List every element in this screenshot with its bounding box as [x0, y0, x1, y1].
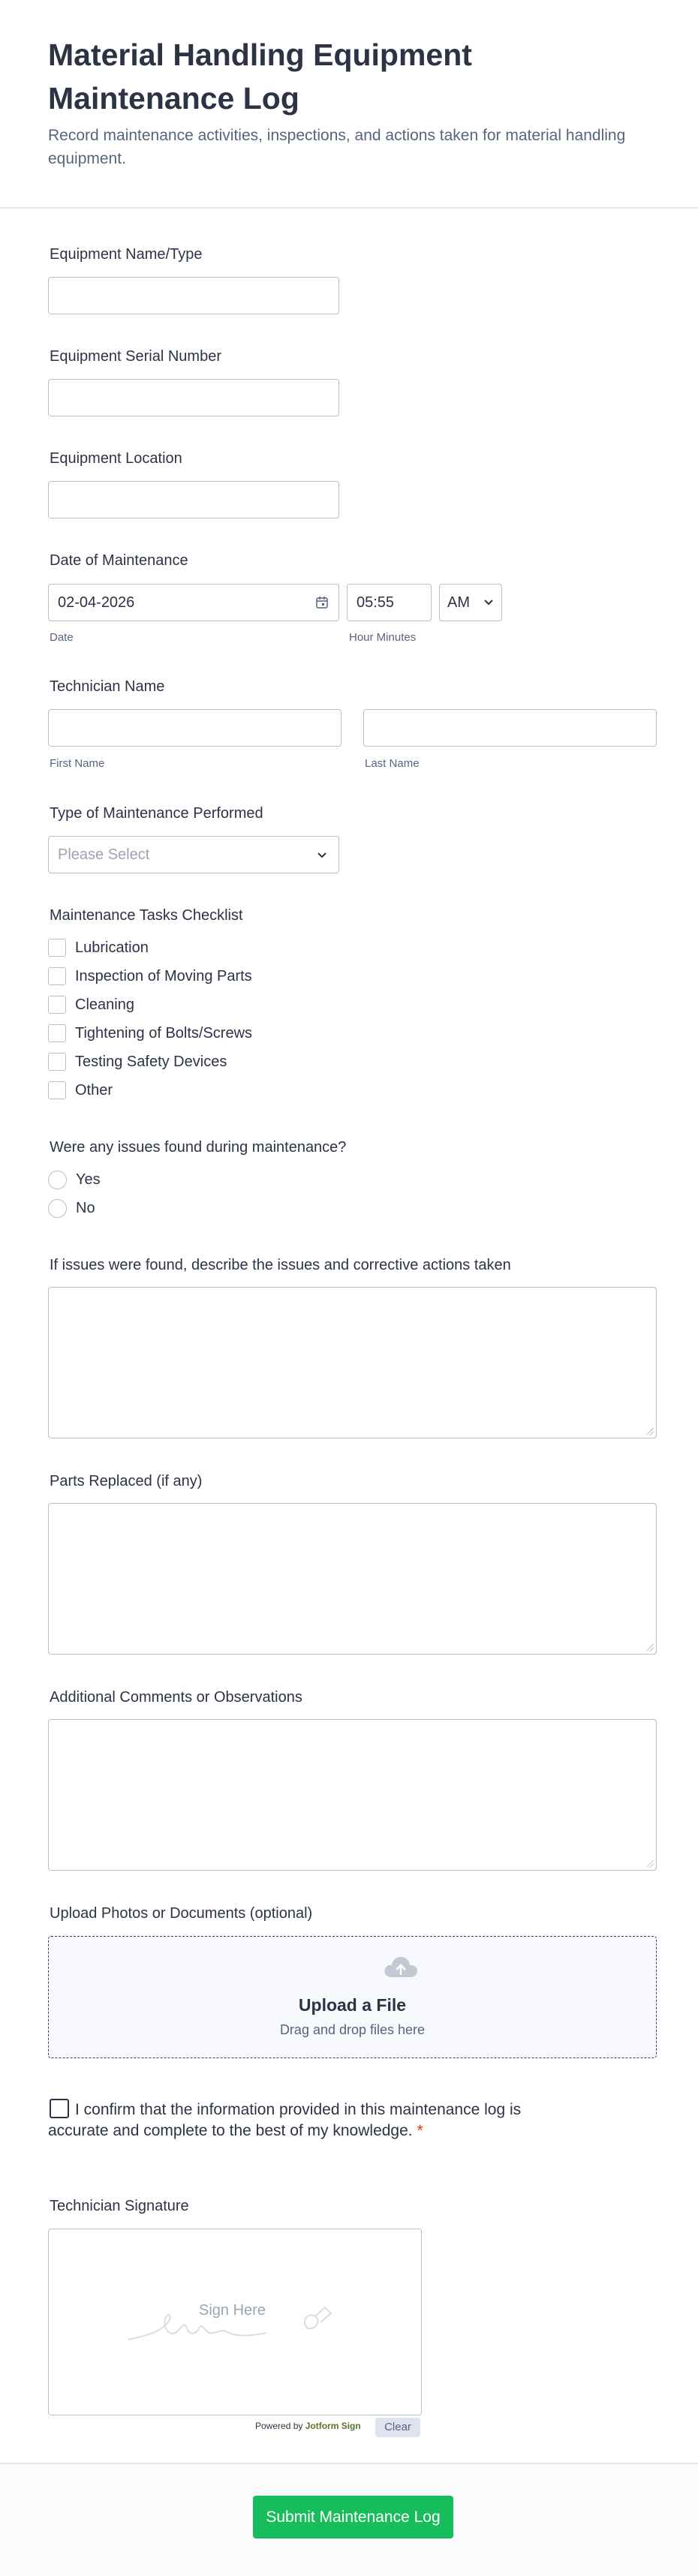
equipment-name-label: Equipment Name/Type: [50, 246, 203, 263]
task-option-safety[interactable]: [48, 1051, 227, 1072]
checkbox[interactable]: [48, 1081, 66, 1099]
time-input[interactable]: 05:55: [347, 584, 432, 621]
date-input[interactable]: [48, 584, 339, 621]
ampm-value: AM: [447, 594, 470, 611]
first-name-input[interactable]: [48, 709, 341, 747]
signature-label: Technician Signature: [50, 2198, 189, 2214]
first-name-sublabel: First Name: [50, 757, 105, 770]
radio[interactable]: [48, 1199, 67, 1218]
upload-title: Upload a File: [298, 1995, 407, 2015]
upload-dropzone[interactable]: [48, 1936, 657, 2058]
tasks-label: Maintenance Tasks Checklist: [50, 907, 243, 924]
serial-number-input[interactable]: [48, 379, 339, 416]
location-label: Equipment Location: [50, 450, 182, 467]
powered-by: [255, 2421, 361, 2431]
checkbox[interactable]: [48, 939, 66, 957]
issues-description-textarea[interactable]: [48, 1287, 657, 1438]
task-option-label: Tightening of Bolts/Screws: [75, 1024, 253, 1042]
ampm-select[interactable]: [439, 584, 502, 621]
checkbox[interactable]: [48, 1024, 66, 1042]
signature-hint: Sign Here: [199, 2302, 266, 2319]
form-footer: [0, 2463, 698, 2576]
issues-option-label: Yes: [76, 1171, 101, 1188]
maintenance-type-select[interactable]: [48, 836, 339, 873]
task-option-inspection[interactable]: [48, 966, 252, 987]
chevron-down-icon: [314, 847, 329, 862]
form-title: Material Handling Equipment Maintenance Log: [48, 38, 472, 116]
form-description: Record maintenance activities, inspections, and actions taken for material handling equipment.: [48, 127, 626, 167]
task-option-label: Testing Safety Devices: [75, 1053, 227, 1070]
cloud-upload-icon: [381, 1952, 420, 1982]
chevron-down-icon: [483, 597, 494, 608]
issues-option-label: No: [76, 1199, 95, 1216]
resize-grip[interactable]: [646, 1644, 654, 1652]
serial-number-label: Equipment Serial Number: [50, 348, 221, 365]
powered-by-prefix: Powered by: [255, 2421, 303, 2431]
clear-signature-button[interactable]: Clear: [375, 2418, 420, 2437]
task-option-label: Cleaning: [75, 996, 134, 1013]
required-mark: *: [417, 2122, 423, 2139]
task-option-lubrication[interactable]: [48, 937, 149, 958]
task-option-label: Inspection of Moving Parts: [75, 967, 252, 984]
last-name-input[interactable]: [363, 709, 657, 747]
time-sublabel: Hour Minutes: [349, 631, 417, 644]
maintenance-type-label: Type of Maintenance Performed: [50, 805, 263, 822]
technician-label: Technician Name: [50, 678, 165, 695]
task-option-cleaning[interactable]: [48, 994, 134, 1015]
resize-grip[interactable]: [646, 1428, 654, 1435]
confirmation-checkbox[interactable]: [50, 2099, 69, 2118]
task-option-label: Lubrication: [75, 939, 149, 956]
last-name-sublabel: Last Name: [365, 757, 420, 770]
issues-description-label: If issues were found, describe the issues and corrective actions taken: [50, 1257, 511, 1273]
parts-replaced-label: Parts Replaced (if any): [50, 1473, 203, 1489]
checkbox[interactable]: [48, 967, 66, 985]
task-option-label: Other: [75, 1081, 113, 1099]
comments-label: Additional Comments or Observations: [50, 1689, 302, 1706]
submit-button[interactable]: Submit Maintenance Log: [253, 2496, 453, 2538]
task-option-tightening[interactable]: [48, 1023, 252, 1044]
checkbox[interactable]: [48, 996, 66, 1014]
form-header: [0, 0, 698, 209]
radio[interactable]: [48, 1171, 67, 1189]
upload-label: Upload Photos or Documents (optional): [50, 1905, 313, 1922]
issues-option-no[interactable]: [48, 1198, 95, 1219]
issues-found-label: Were any issues found during maintenance?: [50, 1139, 347, 1156]
resize-grip[interactable]: [646, 1860, 654, 1868]
calendar-icon[interactable]: [314, 595, 329, 610]
checkbox[interactable]: [48, 1053, 66, 1071]
signature-pad[interactable]: [48, 2229, 422, 2415]
location-input[interactable]: [48, 481, 339, 519]
confirmation-field: [48, 2099, 573, 2142]
confirmation-text: I confirm that the information provided in this maintenance log is accurate and complete to the best of my knowledge.: [48, 2101, 522, 2139]
date-sublabel: Date: [50, 631, 74, 644]
date-value: 02-04-2026: [58, 594, 135, 611]
parts-replaced-textarea[interactable]: [48, 1503, 657, 1655]
equipment-name-input[interactable]: [48, 277, 339, 314]
date-label: Date of Maintenance: [50, 552, 188, 569]
maintenance-type-placeholder: Please Select: [58, 846, 150, 863]
upload-subtitle: Drag and drop files here: [279, 2022, 426, 2037]
comments-textarea[interactable]: [48, 1719, 657, 1871]
powered-by-brand: Jotform Sign: [305, 2421, 361, 2431]
task-option-other[interactable]: [48, 1080, 113, 1101]
issues-option-yes[interactable]: [48, 1169, 101, 1190]
